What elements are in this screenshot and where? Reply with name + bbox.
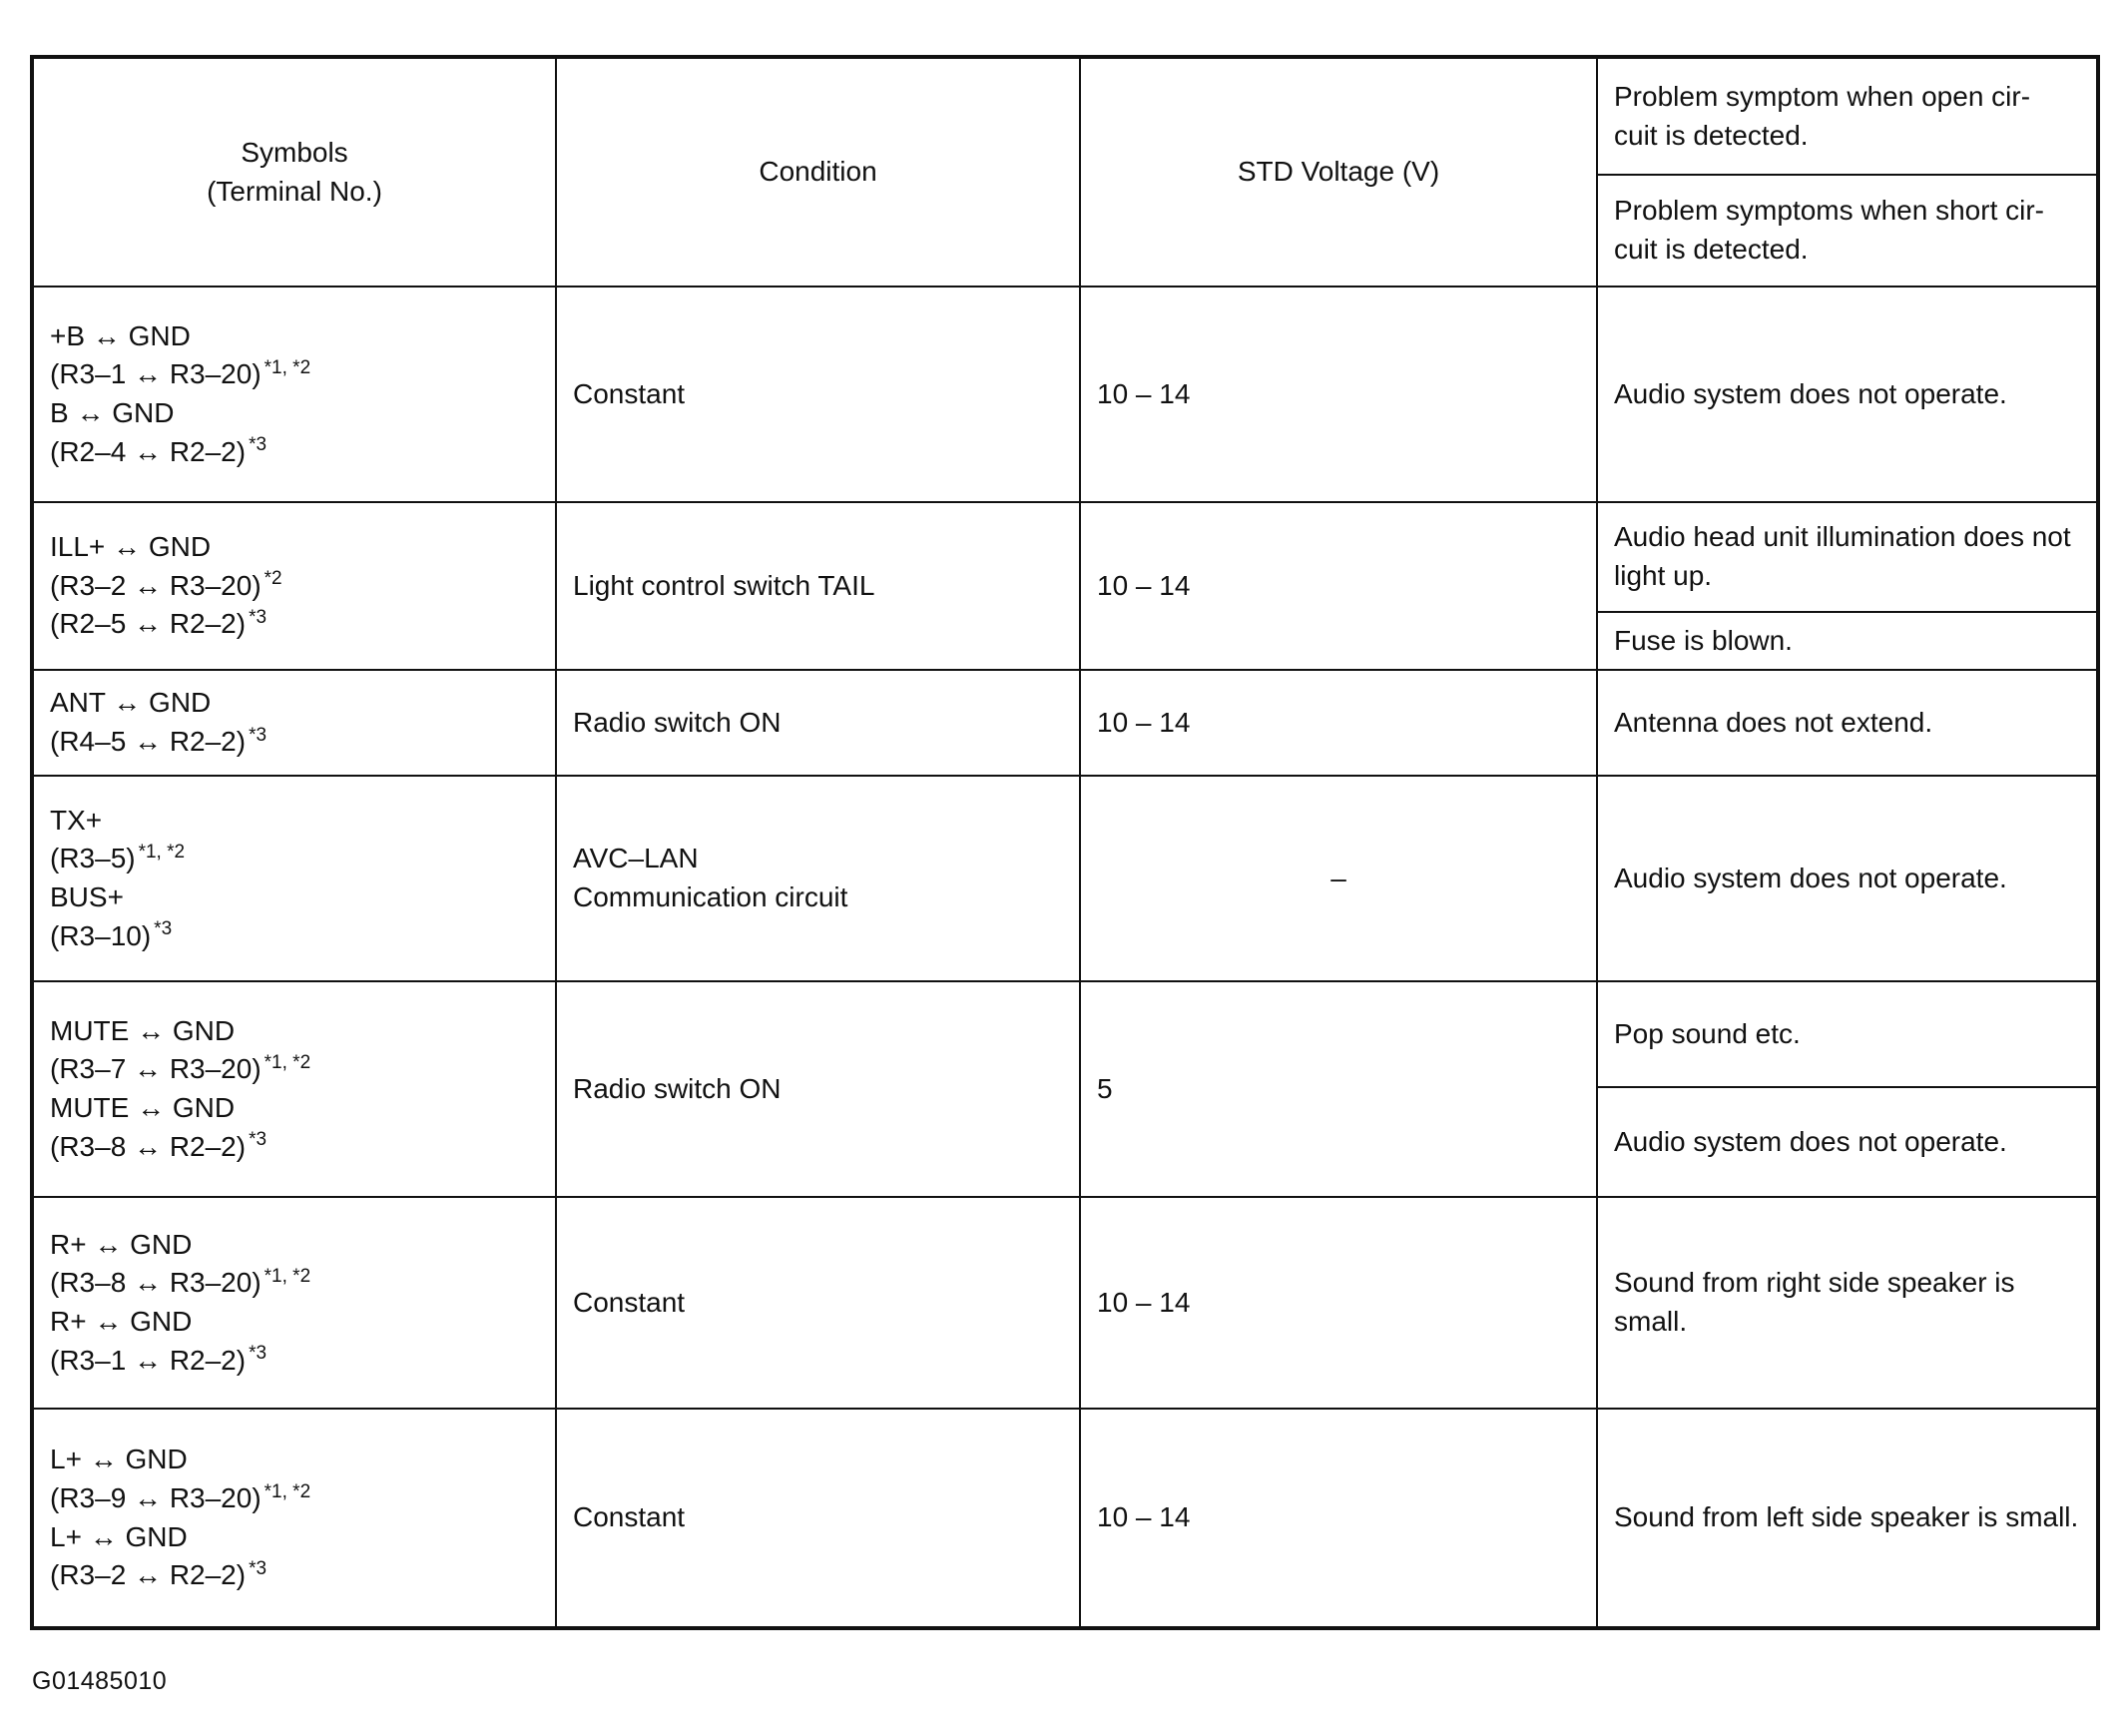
symptom-cell <box>1597 612 2098 670</box>
voltage-value: 10 – 14 <box>1097 1286 1191 1318</box>
condition-cell <box>556 981 1080 1197</box>
voltage-cell <box>1080 287 1597 502</box>
condition-text: Light control switch TAIL <box>573 569 875 601</box>
condition-cell <box>556 287 1080 502</box>
symbol-line: +B ↔ GND <box>50 319 191 351</box>
symbol-line: (R3–10) $^{*3}$ <box>50 918 173 951</box>
condition-text: Radio switch ON <box>573 1072 782 1104</box>
symptom-text: Audio system does not operate. <box>1614 1125 2007 1157</box>
symptom-text: Audio head unit illumination does not light up. <box>1614 521 2071 591</box>
symptom-cell <box>1597 776 2098 981</box>
symbol-line: ANT ↔ GND <box>50 687 212 719</box>
open-circuit-line2: cuit is detected. <box>1614 119 1809 151</box>
symbol-line: ILL+ ↔ GND <box>50 531 212 563</box>
symbol-line: (R2–4 ↔ R2–2) $^{*3}$ <box>50 434 267 467</box>
table-row <box>32 287 2098 502</box>
symbol-line: (R3–1 ↔ R3–20) $^{*1, *2}$ <box>50 357 311 390</box>
condition-cell <box>556 670 1080 776</box>
short-circuit-symptom-header <box>1597 175 2098 287</box>
symptom-cell <box>1597 502 2098 612</box>
condition-cell <box>556 502 1080 670</box>
symptom-text: Fuse is blown. <box>1614 624 1793 656</box>
symbol-line: L+ ↔ GND <box>50 1520 188 1552</box>
symbol-line: (R3–2 ↔ R2–2) $^{*3}$ <box>50 1557 267 1591</box>
symptom-cell <box>1597 1087 2098 1197</box>
condition-text: AVC–LAN <box>573 843 699 874</box>
voltage-cell <box>1080 981 1597 1197</box>
short-circuit-line1: Problem symptoms when short cir- <box>1614 195 2045 227</box>
table-row <box>32 776 2098 981</box>
condition-text: Constant <box>573 1286 686 1318</box>
std-voltage-header: STD Voltage (V) <box>1080 57 1597 287</box>
symbols-header-line2: (Terminal No.) <box>207 175 382 207</box>
voltage-cell <box>1080 1409 1597 1628</box>
table-row <box>32 670 2098 776</box>
symbols-cell <box>32 287 556 502</box>
open-circuit-symptom-header <box>1597 57 2098 175</box>
symbol-line: B ↔ GND <box>50 397 175 428</box>
condition-header: Condition <box>556 57 1080 287</box>
condition-text: Radio switch ON <box>573 706 782 738</box>
table-row <box>32 1197 2098 1409</box>
symbol-line: (R3–8 ↔ R2–2) $^{*3}$ <box>50 1129 267 1162</box>
voltage-value: – <box>1330 862 1346 893</box>
voltage-value: 10 – 14 <box>1097 569 1191 601</box>
symbol-line: TX+ <box>50 804 103 836</box>
symbol-line: BUS+ <box>50 881 124 912</box>
symbol-line: (R3–8 ↔ R3–20) $^{*1, *2}$ <box>50 1266 311 1299</box>
symptom-cell <box>1597 981 2098 1087</box>
voltage-cell <box>1080 670 1597 776</box>
condition-cell <box>556 1197 1080 1409</box>
symbols-header-line1: Symbols <box>241 136 348 168</box>
voltage-cell <box>1080 1197 1597 1409</box>
short-circuit-line2: cuit is detected. <box>1614 234 1809 265</box>
symbol-line: (R4–5 ↔ R2–2) $^{*3}$ <box>50 724 267 757</box>
symbols-header <box>32 57 556 287</box>
symbol-line: (R3–9 ↔ R3–20) $^{*1, *2}$ <box>50 1480 311 1513</box>
condition-text: Constant <box>573 1501 686 1533</box>
open-circuit-line1: Problem symptom when open cir- <box>1614 80 2031 112</box>
condition-cell <box>556 776 1080 981</box>
symptom-cell <box>1597 1197 2098 1409</box>
voltage-value: 10 – 14 <box>1097 1501 1191 1533</box>
symptom-cell <box>1597 1409 2098 1628</box>
voltage-cell <box>1080 776 1597 981</box>
symbol-line: (R3–5) $^{*1, *2}$ <box>50 842 186 874</box>
condition-cell <box>556 1409 1080 1628</box>
voltage-value: 10 – 14 <box>1097 706 1191 738</box>
symbol-line: R+ ↔ GND <box>50 1306 193 1337</box>
symptom-text: Sound from left side speaker is small. <box>1614 1501 2079 1533</box>
symbol-line: (R3–2 ↔ R3–20) $^{*2}$ <box>50 568 282 601</box>
symptom-text: Pop sound etc. <box>1614 1017 1801 1049</box>
symbol-line: MUTE ↔ GND <box>50 1092 236 1123</box>
symptom-cell <box>1597 670 2098 776</box>
table-row <box>32 502 2098 612</box>
condition-text: Communication circuit <box>573 881 848 912</box>
symbol-line: R+ ↔ GND <box>50 1228 193 1260</box>
symbol-line: L+ ↔ GND <box>50 1444 188 1475</box>
symptom-text: Antenna does not extend. <box>1614 706 1933 738</box>
symbol-line: (R2–5 ↔ R2–2) $^{*3}$ <box>50 606 267 640</box>
table-header-row <box>32 57 2098 175</box>
symbol-line: MUTE ↔ GND <box>50 1014 236 1046</box>
voltage-value: 10 – 14 <box>1097 377 1191 409</box>
symbols-cell <box>32 502 556 670</box>
symbol-line: (R3–1 ↔ R2–2) $^{*3}$ <box>50 1343 267 1376</box>
figure-code: G01485010 <box>32 1667 168 1695</box>
table-row <box>32 1409 2098 1628</box>
diagnostic-table <box>30 55 2100 1630</box>
voltage-cell <box>1080 502 1597 670</box>
symbols-cell <box>32 1409 556 1628</box>
symptom-text: Sound from right side speaker is small. <box>1614 1267 2015 1337</box>
symbols-cell <box>32 1197 556 1409</box>
table-row <box>32 981 2098 1087</box>
symptom-cell <box>1597 287 2098 502</box>
symbols-cell <box>32 670 556 776</box>
symbol-line: (R3–7 ↔ R3–20) $^{*1, *2}$ <box>50 1052 311 1085</box>
symptom-text: Audio system does not operate. <box>1614 862 2007 893</box>
symptom-text: Audio system does not operate. <box>1614 377 2007 409</box>
voltage-value: 5 <box>1097 1072 1113 1104</box>
symbols-cell <box>32 981 556 1197</box>
symbols-cell <box>32 776 556 981</box>
condition-text: Constant <box>573 377 686 409</box>
